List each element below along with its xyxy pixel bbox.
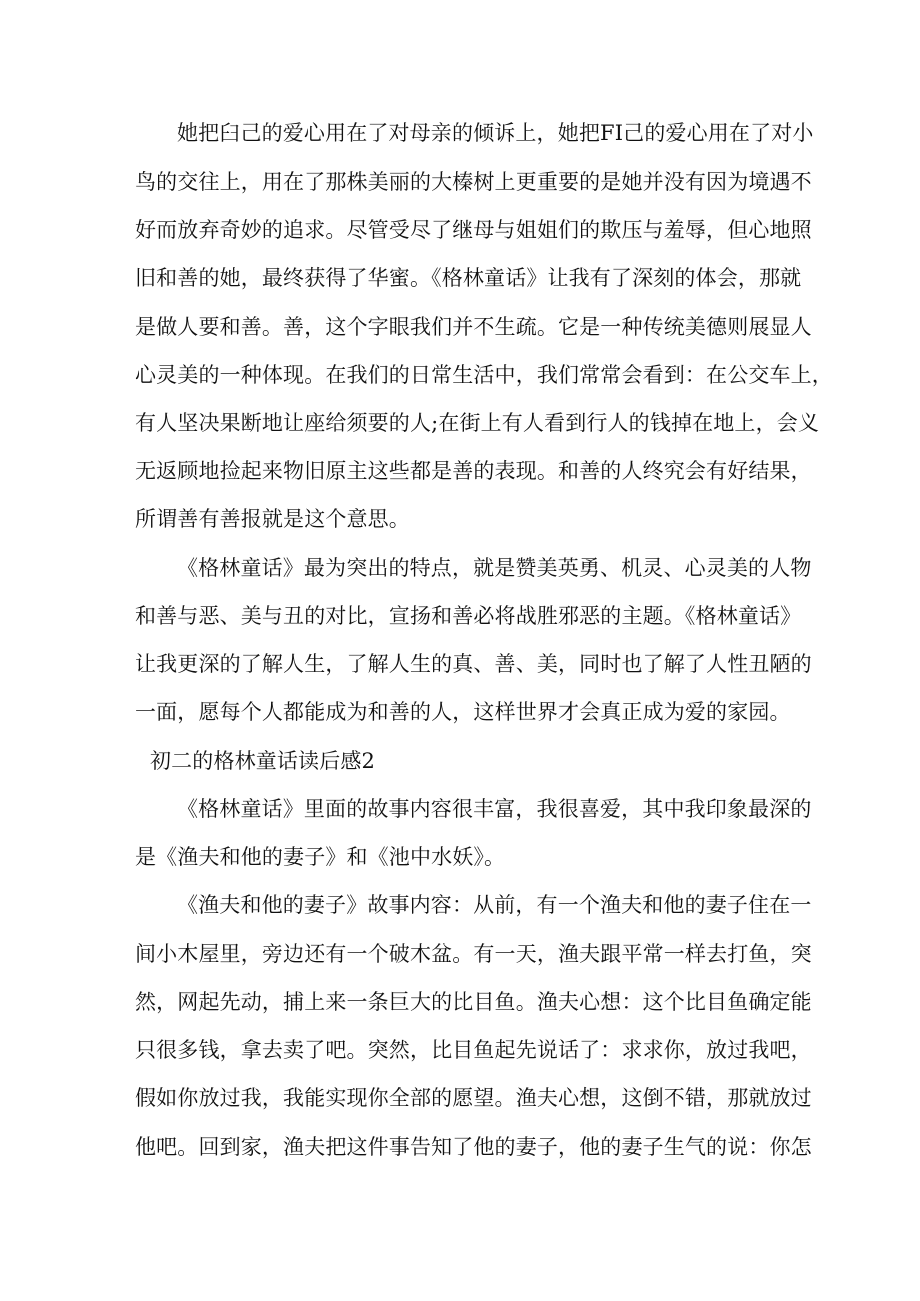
paragraph-4-line: 间小木屋里，旁边还有一个破木盆。有一天，渔夫跟平常一样去打鱼，突 [135,942,812,966]
paragraph-1-line: 是做人要和善。善，这个字眼我们并不生疏。它是一种传统美德则展显人 [135,315,812,339]
paragraph-2-line: 《格林童话》最为突出的特点，就是赞美英勇、机灵、心灵美的人物 [177,556,812,580]
paragraph-1-line: 无返顾地捡起来物旧原主这些都是善的表现。和善的人终究会有好结果， [135,459,812,483]
paragraph-1-line: 鸟的交往上，用在了那株美丽的大榛树上更重要的是她并没有因为境遇不 [135,170,812,194]
paragraph-1-line: 心灵美的一种体现。在我们的日常生活中，我们常常会看到：在公交车上， [135,363,833,387]
paragraph-3-line: 是《渔夫和他的妻子》和《池中水妖》。 [135,845,506,869]
paragraph-4-line: 他吧。回到家，渔夫把这件事告知了他的妻子，他的妻子生气的说：你怎 [135,1135,812,1159]
paragraph-1-line: 所谓善有善报就是这个意思。 [135,507,410,531]
paragraph-4-line: 只很多钱，拿去卖了吧。突然，比目鱼起先说话了：求求你，放过我吧， [135,1038,812,1062]
paragraph-2-line: 让我更深的了解人生，了解人生的真、善、美，同时也了解了人性丑陋的 [135,652,812,676]
paragraph-2-line: 和善与恶、美与丑的对比，宣扬和善必将战胜邪恶的主题。《格林童话》 [135,604,802,628]
paragraph-3-line: 《格林童话》里面的故事内容很丰富，我很喜爱，其中我印象最深的 [177,797,812,821]
paragraph-1-line: 她把臼己的爱心用在了对母亲的倾诉上，她把FI己的爱心用在了对小 [177,121,814,145]
paragraph-1-line: 旧和善的她，最终获得了华蜜。《格林童话》让我有了深刻的体会，那就 [135,266,802,290]
section-heading: 初二的格林童话读后感2 [150,749,376,773]
paragraph-4-line: 然，网起先动，捕上来一条巨大的比目鱼。渔夫心想：这个比目鱼确定能 [135,990,812,1014]
paragraph-1-line: 有人坚决果断地让座给须要的人;在街上有人看到行人的钱掉在地上，会义 [135,411,820,435]
paragraph-4-line: 《渔夫和他的妻子》故事内容：从前，有一个渔夫和他的妻子住在一 [177,893,812,917]
paragraph-2-line: 一面，愿每个人都能成为和善的人，这样世界才会真正成为爱的家园。 [135,700,791,724]
paragraph-4-line: 假如你放过我，我能实现你全部的愿望。渔夫心想，这倒不错，那就放过 [135,1086,812,1110]
paragraph-1-line: 好而放弃奇妙的追求。尽管受尽了继母与姐姐们的欺压与羞辱，但心地照 [135,218,812,242]
